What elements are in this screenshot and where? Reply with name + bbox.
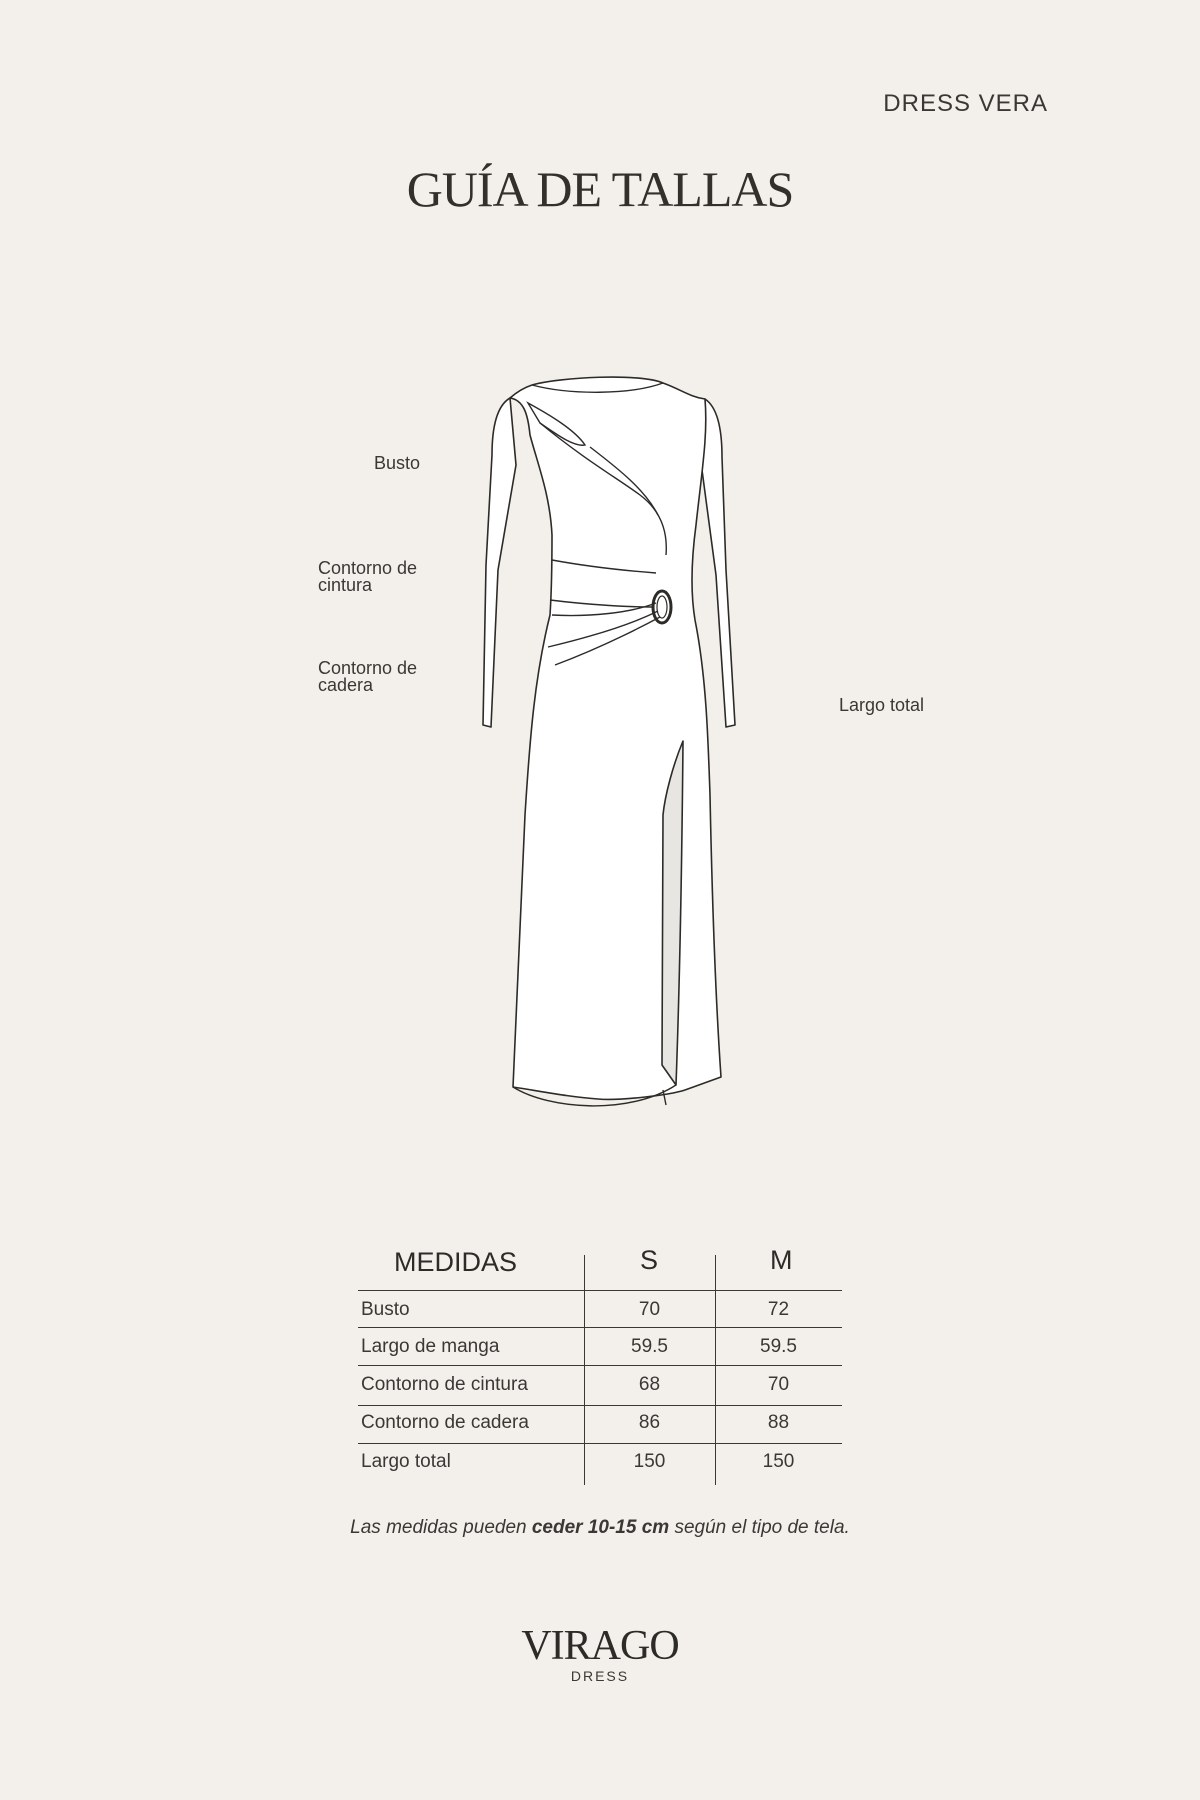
left-sleeve <box>483 398 516 727</box>
table-row <box>358 1442 842 1479</box>
row-value-s: 86 <box>638 1412 661 1433</box>
brand-logo: VIRAGO <box>521 1623 679 1669</box>
label-waist: Contorno de cintura <box>318 558 418 595</box>
row-name: Largo total <box>361 1451 451 1472</box>
row-value-s: 150 <box>633 1451 666 1472</box>
page-title: GUÍA DE TALLAS <box>406 161 794 217</box>
brand-subtitle: DRESS <box>570 1668 630 1684</box>
note-bold: ceder 10-15 cm <box>531 1517 670 1538</box>
table-header-label: MEDIDAS <box>394 1247 518 1277</box>
table-row <box>358 1327 842 1364</box>
table-row <box>358 1290 842 1327</box>
row-value-s: 59.5 <box>631 1336 668 1357</box>
table-row <box>358 1365 842 1402</box>
table-header-size-m: M <box>770 1245 793 1275</box>
row-name: Contorno de cintura <box>361 1374 528 1395</box>
row-name: Contorno de cadera <box>361 1412 529 1433</box>
label-hip: Contorno de cadera <box>318 658 418 695</box>
table-row <box>358 1403 842 1440</box>
label-total-length: Largo total <box>839 695 925 715</box>
row-value-s: 70 <box>638 1299 661 1320</box>
row-name: Busto <box>361 1299 410 1320</box>
row-value-m: 150 <box>762 1451 795 1472</box>
row-name: Largo de manga <box>361 1336 500 1357</box>
label-bust: Busto <box>374 453 421 473</box>
product-name: DRESS VERA <box>883 90 1048 117</box>
dress-body <box>510 377 721 1099</box>
row-value-m: 72 <box>767 1299 790 1320</box>
row-value-m: 88 <box>767 1412 790 1433</box>
row-value-m: 70 <box>767 1374 790 1395</box>
row-value-m: 59.5 <box>760 1336 797 1357</box>
note-suffix: según el tipo de tela. <box>669 1517 850 1538</box>
right-sleeve <box>702 399 735 727</box>
dress-illustration <box>480 375 740 1210</box>
note-prefix: Las medidas pueden <box>350 1517 532 1538</box>
fabric-note <box>0 1517 1200 1539</box>
row-value-s: 68 <box>638 1374 661 1395</box>
